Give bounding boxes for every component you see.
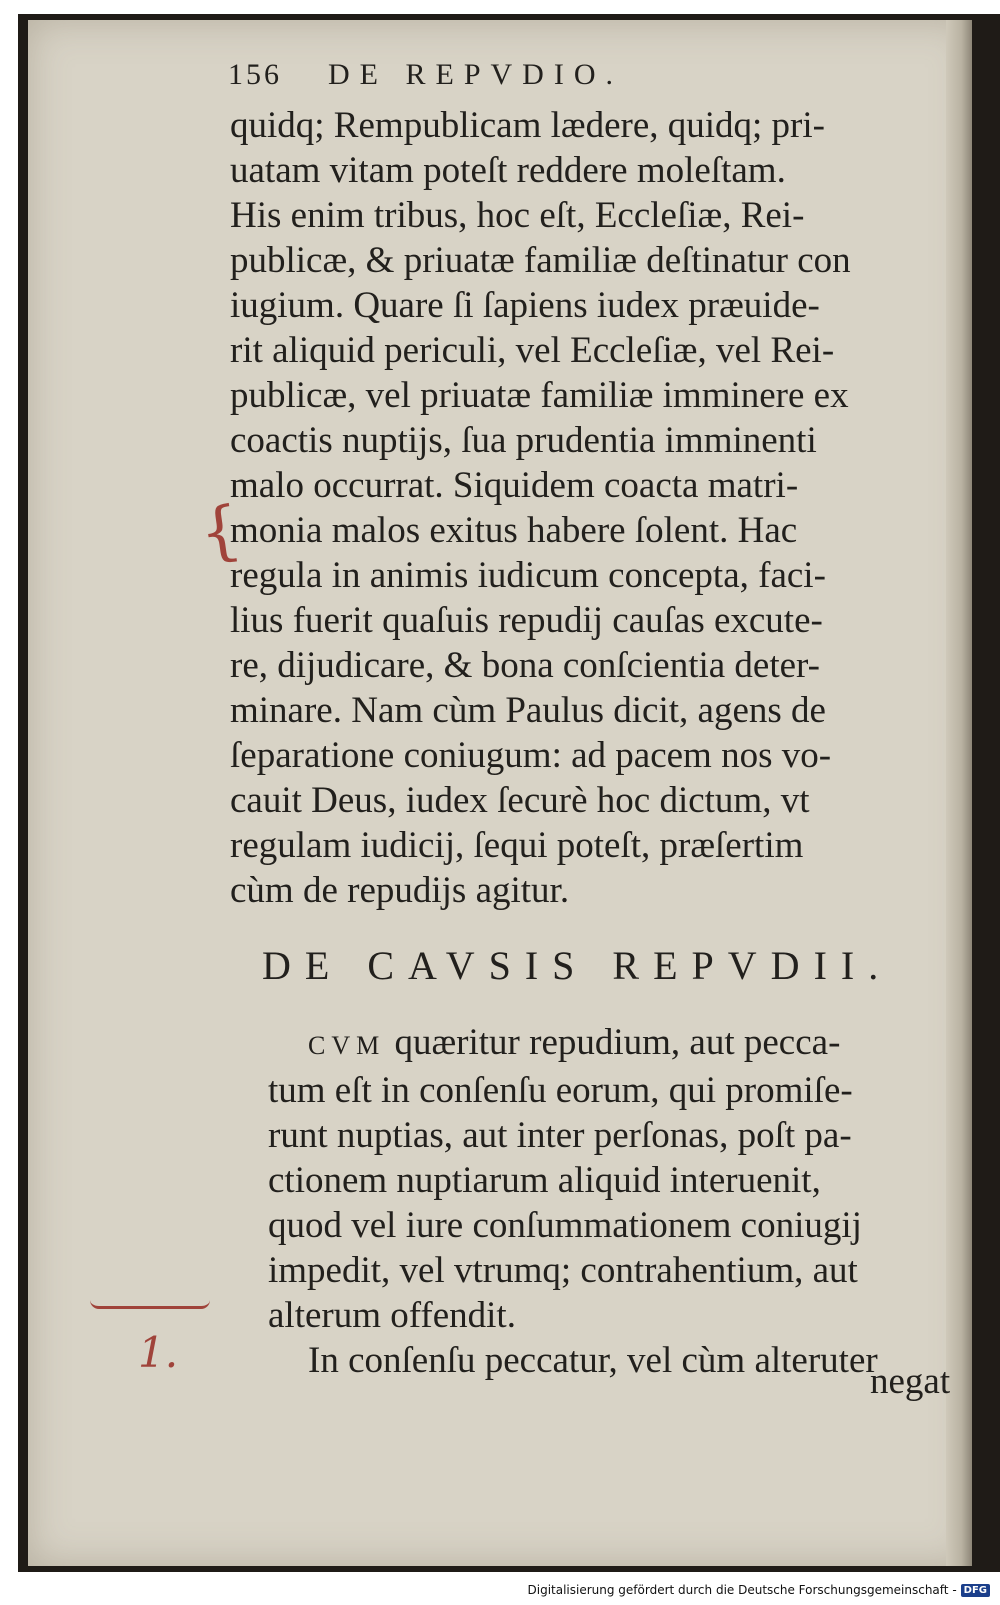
text-line: quidq; Rempublicam lædere, quidq; pri- <box>230 105 825 146</box>
text-line: cauit Deus, iudex ſecurè hoc dictum, vt <box>230 780 810 821</box>
text-line: rit aliquid periculi, vel Eccleſiæ, vel Rei- <box>230 330 835 371</box>
running-header <box>228 58 778 92</box>
text-line: publicæ, & priuatæ familiæ deſtinatur con <box>230 240 851 281</box>
running-title: DE REPVDIO. <box>328 58 623 91</box>
text-line: publicæ, vel priuatæ familiæ imminere ex <box>230 375 849 416</box>
text-line: runt nuptias, aut inter perſonas, poſt pa- <box>268 1115 852 1156</box>
text-line: regula in animis iudicum concepta, faci- <box>230 555 826 596</box>
initial-capitals: CVM <box>308 1031 386 1060</box>
text-line: tum eſt in conſenſu eorum, qui promiſe- <box>268 1070 853 1111</box>
text-line: ctionem nuptiarum aliquid interuenit, <box>268 1160 821 1201</box>
dfg-logo-icon: DFG <box>961 1584 990 1597</box>
text-line: alterum offendit. <box>268 1295 516 1336</box>
text-line: uatam vitam poteſt reddere moleſtam. <box>230 150 786 191</box>
digitization-footer <box>528 1583 991 1597</box>
text-line: coactis nuptijs, ſua prudentia imminenti <box>230 420 817 461</box>
page-number: 156 <box>228 58 282 91</box>
text-line: malo occurrat. Siquidem coacta matri- <box>230 465 799 506</box>
body-text <box>230 103 940 913</box>
text-line: iugium. Quare ſi ſapiens iudex præuide- <box>230 285 820 326</box>
text-line: His enim tribus, hoc eſt, Eccleſiæ, Rei- <box>230 195 805 236</box>
text-line: quod vel iure conſummationem coniugij <box>268 1205 862 1246</box>
text-line: ſeparatione coniugum: ad pacem nos vo- <box>230 735 832 776</box>
line-text: quæritur repudium, aut pecca- <box>385 1022 841 1063</box>
text-line: monia malos exitus habere ſolent. Hac <box>230 510 798 551</box>
text-line <box>268 1020 958 1068</box>
margin-number-annotation: 1. <box>138 1328 179 1377</box>
margin-stroke-annotation <box>90 1300 210 1309</box>
paragraph-start: In conſenſu peccatur, vel cùm alteruter <box>308 1340 878 1381</box>
footer-text: Digitalisierung gefördert durch die Deutsche Forschungsgemeinschaft - <box>527 1583 957 1597</box>
section-text <box>268 1020 958 1383</box>
text-line: impedit, vel vtrumq; contrahentium, aut <box>268 1250 858 1291</box>
section-heading: DE CAVSIS REPVDII. <box>262 943 893 988</box>
text-line: re, dijudicare, & bona conſcientia deter- <box>230 645 820 686</box>
text-line: regulam iudicij, ſequi poteſt, præſertim <box>230 825 804 866</box>
text-line: minare. Nam cùm Paulus dicit, agens de <box>230 690 826 731</box>
margin-bracket-annotation: { <box>195 492 246 572</box>
catchword: negat <box>870 1361 951 1402</box>
text-line: cùm de repudijs agitur. <box>230 870 570 911</box>
text-line: lius fuerit quaſuis repudij cauſas excute- <box>230 600 823 641</box>
